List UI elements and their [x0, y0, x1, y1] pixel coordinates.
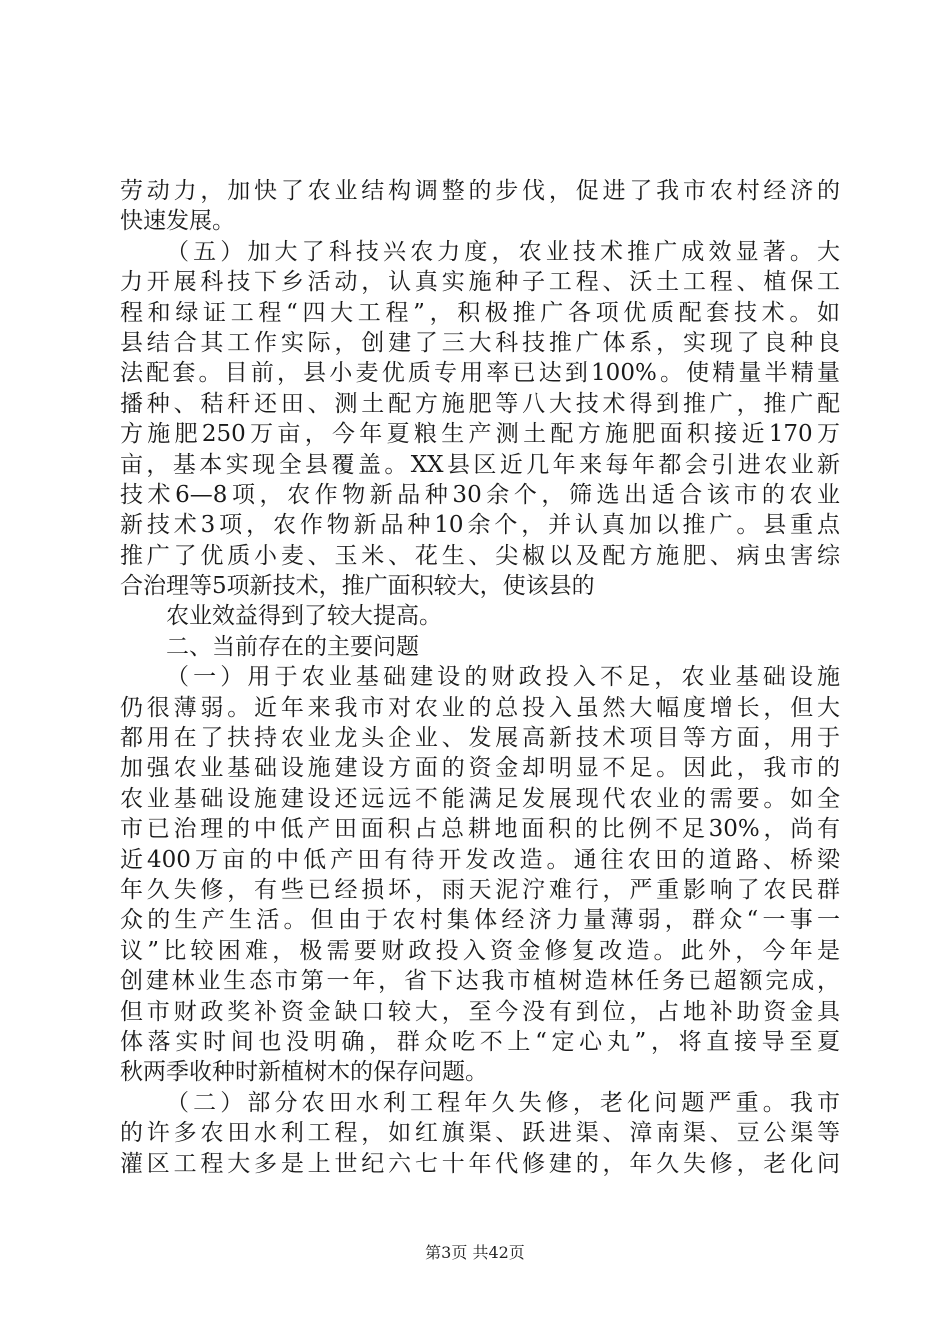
text-line: 都用在了扶持农业龙头企业、发展高新技术项目等方面，用于: [120, 725, 840, 752]
text-line: 加强农业基础设施建设方面的资金却明显不足。因此，我市的: [120, 755, 840, 782]
text-line: 劳动力，加快了农业结构调整的步伐，促进了我市农村经济的: [120, 178, 840, 204]
text-line: 年久失修，有些已经损坏，雨天泥泞难行，严重影响了农民群: [120, 876, 840, 903]
text-line: 推广了优质小麦、玉米、花生、尖椒以及配方施肥、病虫害综: [120, 542, 840, 569]
text-line: （二）部分农田水利工程年久失修，老化问题严重。我市: [166, 1089, 840, 1116]
text-line: 力开展科技下乡活动，认真实施种子工程、沃土工程、植保工: [120, 269, 840, 296]
text-line: 仍很薄弱。近年来我市对农业的总投入虽然大幅度增长，但大: [120, 694, 840, 721]
text-line: 近400万亩的中低产田有待开发改造。通往农田的道路、桥梁: [120, 846, 840, 873]
text-line: （一）用于农业基础建设的财政投入不足，农业基础设施: [166, 664, 840, 691]
text-line: 市已治理的中低产田面积占总耕地面积的比例不足30%，尚有: [120, 816, 840, 843]
text-line: 议”比较困难，极需要财政投入资金修复改造。此外，今年是: [120, 937, 840, 964]
text-line: 灌区工程大多是上世纪六七十年代修建的，年久失修，老化问: [120, 1150, 840, 1177]
document-body: [120, 176, 840, 1179]
text-line: 创建林业生态市第一年，省下达我市植树造林任务已超额完成，: [120, 968, 840, 995]
text-line: 合治理等5项新技术，推广面积较大，使该县的: [120, 573, 595, 600]
text-line: 秋两季收种时新植树木的保存问题。: [120, 1059, 488, 1086]
text-line: 众的生产生活。但由于农村集体经济力量薄弱，群众“一事一: [120, 907, 840, 934]
text-line: 农业基础设施建设还远远不能满足发展现代农业的需要。如全: [120, 785, 840, 812]
text-line: 亩，基本实现全县覆盖。XX县区近几年来每年都会引进农业新: [120, 451, 840, 478]
text-line: 体落实时间也没明确，群众吃不上“定心丸”，将直接导至夏: [120, 1028, 840, 1055]
text-line: 二、当前存在的主要问题: [166, 633, 419, 660]
text-line: 法配套。目前，县小麦优质专用率已达到100%。使精量半精量: [120, 360, 840, 387]
text-line: 但市财政奖补资金缺口较大，至今没有到位，占地补助资金具: [120, 998, 840, 1025]
text-line: 农业效益得到了较大提高。: [166, 603, 442, 630]
text-line: 程和绿证工程“四大工程”，积极推广各项优质配套技术。如: [120, 299, 840, 326]
text-line: 播种、秸秆还田、测土配方施肥等八大技术得到推广，推广配: [120, 390, 840, 417]
text-line: 方施肥250万亩，今年夏粮生产测土配方施肥面积接近170万: [120, 421, 840, 448]
text-line: 技术6—8项，农作物新品种30余个，筛选出适合该市的农业: [120, 481, 840, 508]
text-line: 快速发展。: [120, 208, 235, 235]
text-line: 县结合其工作实际，创建了三大科技推广体系，实现了良种良: [120, 329, 840, 356]
page-footer: 第3页 共42页: [425, 1243, 525, 1262]
text-line: 的许多农田水利工程，如红旗渠、跃进渠、漳南渠、豆公渠等: [120, 1120, 840, 1147]
text-line: 新技术3项，农作物新品种10余个，并认真加以推广。县重点: [120, 512, 840, 539]
text-line: （五）加大了科技兴农力度，农业技术推广成效显著。大: [166, 238, 840, 265]
